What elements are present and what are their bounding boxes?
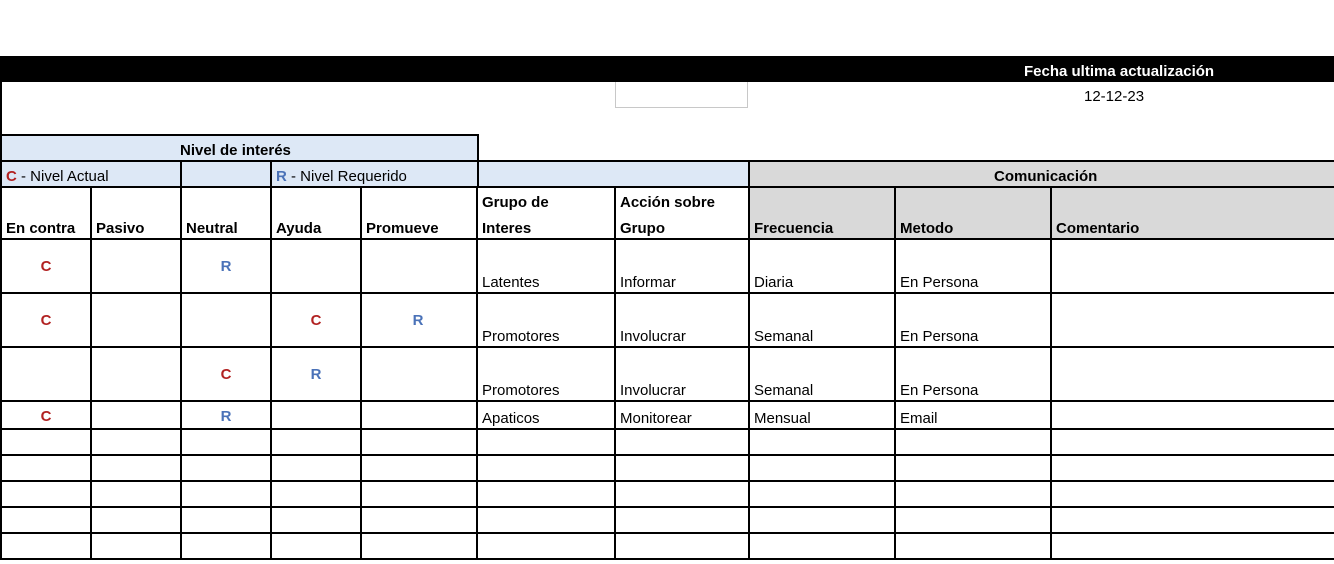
row-4-metodo[interactable]: Email: [900, 410, 938, 427]
grid-line: [90, 186, 92, 560]
col-neutral: Neutral: [186, 220, 238, 237]
grid-line: [0, 160, 1334, 162]
grid-line: [0, 82, 2, 162]
row-3-frecuencia[interactable]: Semanal: [754, 382, 814, 399]
row-2-frecuencia[interactable]: Semanal: [754, 328, 814, 345]
col-en-contra: En contra: [6, 220, 76, 237]
row-3-metodo[interactable]: En Persona: [900, 382, 979, 399]
legend-required-code: R: [276, 168, 287, 185]
row-4-accion[interactable]: Monitorear: [620, 410, 692, 427]
row-4-en-contra-mark[interactable]: C: [40, 408, 52, 425]
row-1-accion[interactable]: Informar: [620, 274, 676, 291]
legend-required-label: - Nivel Requerido: [286, 168, 407, 185]
grid-line: [0, 400, 1334, 402]
row-2-en-contra-mark[interactable]: C: [40, 312, 52, 329]
grid-line: [476, 186, 478, 560]
row-2-metodo[interactable]: En Persona: [900, 328, 979, 345]
communication-header-cells: [749, 187, 1334, 238]
row-4-frecuencia[interactable]: Mensual: [754, 410, 811, 427]
row-2-ayuda-mark[interactable]: C: [310, 312, 322, 329]
col-comentario: Comentario: [1056, 220, 1140, 237]
communication-title: Comunicación: [994, 168, 1098, 185]
grid-line: [360, 186, 362, 560]
grid-line: [894, 186, 896, 560]
grid-line: [748, 160, 750, 560]
legend-current-code: C: [6, 168, 17, 185]
row-1-frecuencia[interactable]: Diaria: [754, 274, 794, 291]
col-accion-line2: Grupo: [620, 220, 665, 237]
grid-line: [0, 160, 2, 560]
grid-line: [0, 186, 1334, 188]
grid-line: [0, 346, 1334, 348]
last-updated-label: Fecha ultima actualización: [1024, 63, 1215, 80]
grid-line: [0, 532, 1334, 534]
row-1-metodo[interactable]: En Persona: [900, 274, 979, 291]
row-2-promueve-mark[interactable]: R: [412, 312, 424, 329]
legend-current: [6, 168, 109, 186]
grid-line: [180, 160, 182, 560]
col-grupo-line2: Interes: [482, 220, 532, 237]
row-1-en-contra-mark[interactable]: C: [40, 258, 52, 275]
grid-line: [0, 558, 1334, 560]
interest-title: Nivel de interés: [180, 142, 291, 159]
col-grupo-line1: Grupo de: [482, 194, 549, 211]
row-3-accion[interactable]: Involucrar: [620, 382, 686, 399]
legend-current-label: - Nivel Actual: [16, 168, 109, 185]
grid-line: [0, 428, 1334, 430]
legend-required: [276, 168, 407, 186]
grid-line: [614, 186, 616, 560]
row-4-grupo[interactable]: Apaticos: [482, 410, 540, 427]
col-ayuda: Ayuda: [276, 220, 322, 237]
grid-line: [0, 506, 1334, 508]
empty-cell-box[interactable]: [615, 82, 748, 108]
col-metodo: Metodo: [900, 220, 954, 237]
last-updated-value[interactable]: 12-12-23: [1084, 88, 1145, 105]
grid-line: [0, 480, 1334, 482]
grid-line: [0, 134, 478, 136]
row-2-accion[interactable]: Involucrar: [620, 328, 686, 345]
grid-line: [0, 292, 1334, 294]
grid-line: [0, 238, 1334, 240]
col-pasivo: Pasivo: [96, 220, 145, 237]
row-2-grupo[interactable]: Promotores: [482, 328, 560, 345]
grid-line: [477, 134, 479, 186]
col-accion-line1: Acción sobre: [620, 194, 716, 211]
row-3-grupo[interactable]: Promotores: [482, 382, 560, 399]
row-3-ayuda-mark[interactable]: R: [310, 366, 322, 383]
row-1-grupo[interactable]: Latentes: [482, 274, 540, 291]
col-promueve: Promueve: [366, 220, 439, 237]
grid-line: [0, 454, 1334, 456]
row-3-neutral-mark[interactable]: C: [220, 366, 232, 383]
row-1-neutral-mark[interactable]: R: [220, 258, 232, 275]
grid-line: [270, 160, 272, 560]
row-4-neutral-mark[interactable]: R: [220, 408, 232, 425]
col-frecuencia: Frecuencia: [754, 220, 834, 237]
grid-line: [1050, 186, 1052, 560]
